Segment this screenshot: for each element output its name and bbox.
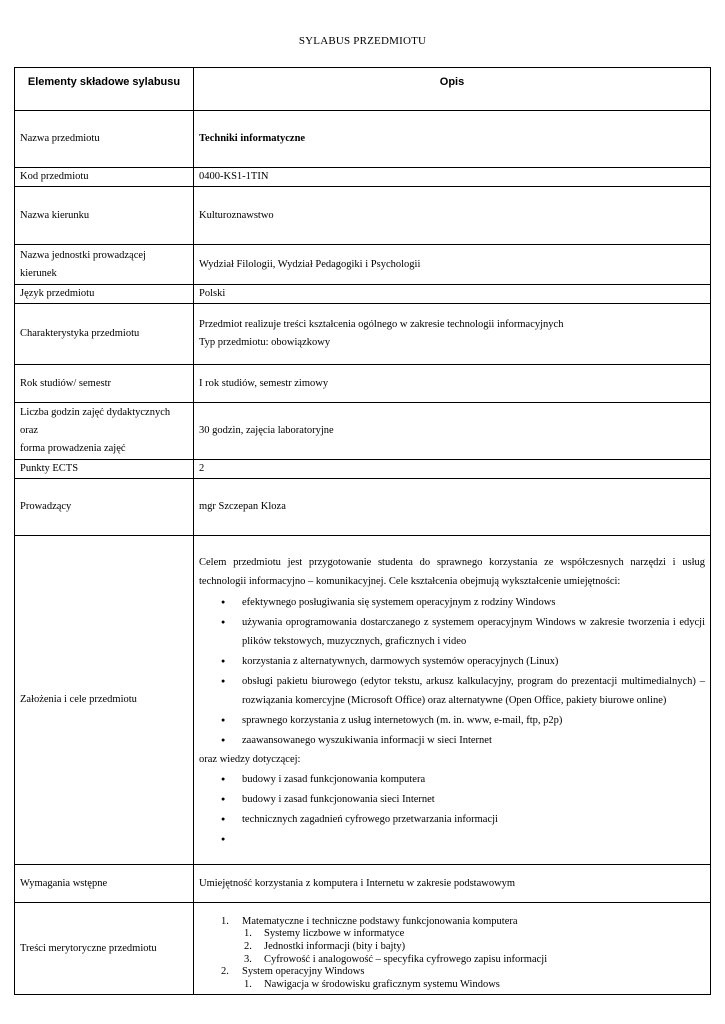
contents-list	[199, 916, 705, 992]
label-characteristics: Charakterystyka przedmiotu	[15, 304, 194, 365]
knowledge-list	[199, 770, 705, 849]
list-item	[242, 979, 705, 992]
value-objectives	[194, 536, 711, 865]
item-text: Jednostki informacji (bity i bajty)	[264, 940, 406, 952]
label-language: Język przedmiotu	[15, 285, 194, 304]
item-number: 3.	[244, 953, 252, 965]
row-contents	[15, 903, 711, 995]
label-unit-line2: kierunek	[20, 267, 57, 279]
list-item: ● zaawansowanego wyszukiwania informacji w sieci Internet	[199, 731, 705, 750]
label-unit-line1: Nazwa jednostki prowadzącej	[20, 249, 146, 261]
value-hours: 30 godzin, zajęcia laboratoryjne	[194, 403, 711, 460]
list-item: ● sprawnego korzystania z usług internetowych (m. in. www, e-mail, ftp, p2p)	[199, 711, 705, 730]
list-item	[242, 941, 705, 954]
list-item	[242, 954, 705, 967]
value-course-name: Techniki informatyczne	[194, 111, 711, 168]
sub-list	[242, 979, 705, 992]
characteristics-line1: Przedmiot realizuje treści kształcenia ogólnego w zakresie technologii informacyjnych	[199, 319, 564, 330]
value-course-code: 0400-KS1-1TIN	[194, 168, 711, 187]
item-number: 2.	[221, 966, 229, 978]
objectives-intro: Celem przedmiotu jest przygotowanie studenta do sprawnego korzystania ze współczesnych narzędzi i usług technologii informacyjno – komunikacyjnej. Cele kształcenia obejmują wykształcenie umiejętności:	[199, 556, 705, 588]
label-unit	[15, 245, 194, 285]
list-item: ● budowy i zasad funkcjonowania sieci Internet	[199, 790, 705, 809]
syllabus-table	[14, 67, 711, 995]
document-title: SYLABUS PRZEDMIOTU	[298, 35, 427, 47]
label-course-name: Nazwa przedmiotu	[15, 111, 194, 168]
list-item: ● efektywnego posługiwania się systemem operacyjnym z rodziny Windows	[199, 593, 705, 612]
row-requirements	[15, 865, 711, 903]
skills-list	[199, 593, 705, 750]
item-number: 1.	[244, 928, 252, 940]
label-requirements: Wymagania wstępne	[15, 865, 194, 903]
item-number: 2.	[244, 940, 252, 952]
value-unit: Wydział Filologii, Wydział Pedagogiki i Psychologii	[194, 245, 711, 285]
row-language	[15, 285, 711, 304]
label-lecturer: Prowadzący	[15, 479, 194, 536]
item-text: Nawigacja w środowisku graficznym systemu Windows	[264, 978, 500, 990]
header-elements: Elementy składowe sylabusu	[15, 68, 194, 111]
item-number: 1.	[221, 915, 229, 927]
list-item	[199, 830, 705, 849]
row-field	[15, 187, 711, 245]
value-language: Polski	[194, 285, 711, 304]
label-contents: Treści merytoryczne przedmiotu	[15, 903, 194, 995]
row-course-code	[15, 168, 711, 187]
knowledge-intro: oraz wiedzy dotyczącej:	[199, 753, 301, 765]
value-requirements: Umiejętność korzystania z komputera i Internetu w zakresie podstawowym	[194, 865, 711, 903]
value-field: Kulturoznawstwo	[194, 187, 711, 245]
label-course-code: Kod przedmiotu	[15, 168, 194, 187]
value-characteristics	[194, 304, 711, 365]
label-field: Nazwa kierunku	[15, 187, 194, 245]
row-year	[15, 365, 711, 403]
list-item: ● budowy i zasad funkcjonowania komputera	[199, 770, 705, 789]
list-item: ● technicznych zagadnień cyfrowego przetwarzania informacji	[199, 810, 705, 829]
value-contents	[194, 903, 711, 995]
row-ects	[15, 460, 711, 479]
list-item	[199, 966, 705, 991]
list-item	[242, 928, 705, 941]
label-ects: Punkty ECTS	[15, 460, 194, 479]
row-objectives	[15, 536, 711, 865]
value-ects: 2	[194, 460, 711, 479]
item-text: Systemy liczbowe w informatyce	[264, 928, 405, 940]
label-objectives: Założenia i cele przedmiotu	[15, 536, 194, 865]
list-item: ● korzystania z alternatywnych, darmowych systemów operacyjnych (Linux)	[199, 652, 705, 671]
label-hours-line2: oraz	[20, 425, 39, 436]
label-year: Rok studiów/ semestr	[15, 365, 194, 403]
characteristics-line2: Typ przedmiotu: obowiązkowy	[199, 337, 331, 348]
list-item	[199, 916, 705, 966]
value-lecturer: mgr Szczepan Kloza	[194, 479, 711, 536]
row-unit	[15, 245, 711, 285]
item-text: System operacyjny Windows	[242, 966, 365, 978]
label-hours-line3: forma prowadzenia zajęć	[20, 443, 126, 454]
item-number: 1.	[244, 978, 252, 990]
item-text: Cyfrowość i analogowość – specyfika cyfrowego zapisu informacji	[264, 953, 548, 965]
list-item: ● używania oprogramowania dostarczanego z systemem operacyjnym Windows w zakresie tworzenia i edycji plików tekstowych, muzycznych, graficznych i video	[199, 613, 705, 651]
row-hours	[15, 403, 711, 460]
label-hours-line1: Liczba godzin zajęć dydaktycznych	[20, 407, 171, 418]
header-row	[15, 68, 711, 111]
value-year: I rok studiów, semestr zimowy	[194, 365, 711, 403]
list-item: ● obsługi pakietu biurowego (edytor tekstu, arkusz kalkulacyjny, program do prezentacji multimedialnych) – rozwiązania komercyjne (Microsoft Office) oraz alternatywne (Open Office, pakiety biurowe online)	[199, 672, 705, 710]
header-description: Opis	[194, 68, 711, 111]
item-text: Matematyczne i techniczne podstawy funkcjonowania komputera	[242, 915, 518, 927]
label-hours	[15, 403, 194, 460]
sub-list	[242, 928, 705, 966]
row-characteristics	[15, 304, 711, 365]
row-lecturer	[15, 479, 711, 536]
row-course-name	[15, 111, 711, 168]
